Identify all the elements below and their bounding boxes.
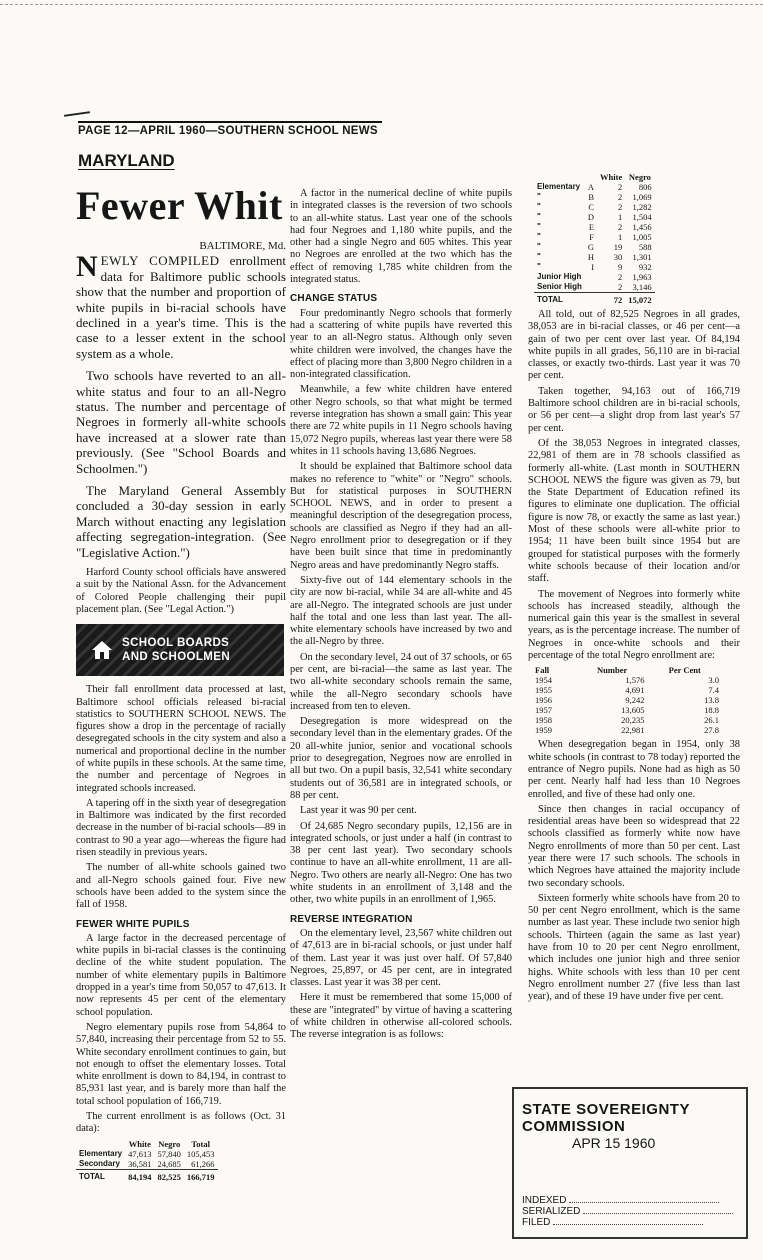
table-cell: 36,581 [128, 1158, 152, 1169]
table-cell: D [587, 212, 595, 222]
table-cell: 9 [617, 262, 623, 272]
table-cell: E [588, 222, 595, 232]
table-cell: 13,605 [621, 705, 645, 716]
table-cell: 166,719 [184, 1169, 218, 1182]
column-1 [76, 240, 286, 1186]
table-cell: H [587, 252, 595, 262]
table-cell: 26.1 [704, 715, 719, 726]
table-row [534, 252, 655, 262]
table-cell: 932 [638, 262, 652, 272]
stamp-field [522, 1206, 733, 1217]
paragraph: Their fall enrollment data processed at last, Baltimore school officials released bi-racial statistics to SOUTHERN SCHOOL NEWS. The figures show a drop in the percentage of racially desegregated schools in the city system and also a numerical and proportional decline in the number of white pupils in these schools. At the same time, the number and percentage of Negroes in integrated schools increased. [76, 684, 286, 794]
lead-text: enrollment data for Baltimore public schools show that the number and proportion of white pupils in bi-racial schools have declined in a year's time. This is the case to a lesser extent in the school system as a whole. [76, 253, 286, 361]
table-cell: 1,282 [632, 202, 652, 212]
table-cell: 2 [617, 202, 623, 212]
table-cell: 57,840 [157, 1148, 181, 1159]
paragraph: Since then changes in racial occupancy of residential areas have been so widespread that 22 schools classified as formerly white now have Negro enrollments of more than 50 per cent. Last year there were 17 such schools. The schools in which Negroes have attained the majority include two secondary schools. [528, 803, 740, 889]
table-cell: 19 [613, 242, 623, 252]
table-cell: 22,981 [621, 725, 645, 736]
dropcap: N [76, 250, 98, 284]
paragraph: On the elementary level, 23,567 white children out of 47,613 are in bi-racial schools, or just under half of them. Last year it was just over half. Of 57,840 Negroes, 25,897, or 45 per cent, are in integrated classes. Last year it was 38 per cent. [290, 927, 512, 989]
lead-block [76, 250, 286, 560]
table-cell: 47,613 [128, 1148, 152, 1159]
table-cell: G [587, 242, 595, 252]
dotted-line [553, 1224, 703, 1225]
table-row [534, 232, 655, 242]
table-cell: TOTAL [534, 293, 585, 306]
table-cell: 1,576 [625, 675, 645, 686]
paragraph: It should be explained that Baltimore school data makes no reference to "white" or "Negro" schools. But for statistical purposes in SOUTHERN SCHOOL NEWS, and in order to present a meaningful description of the desegregation process, schools are classified as Negro if they had an all-Negro enrollment prior to desegregation or if they have been built since that time in predominantly Negro areas and have predominantly Negro staffs. [290, 461, 512, 571]
table-header: Negro [628, 172, 651, 182]
table-row [532, 715, 722, 725]
table-cell: F [589, 232, 595, 242]
table-total-row [76, 1169, 218, 1182]
table-header: White [128, 1138, 151, 1149]
paragraph: Meanwhile, a few white children have entered other Negro schools, so that what might be termed reverse integration has shown a small gain: This year there are 72 white pupils in 11 Negro schools having 15,072 Negro pupils, whereas last year there were 58 whites in 11 schools having 13,686 Negroes. [290, 384, 512, 457]
table-row [534, 222, 655, 232]
table-cell: 18.8 [704, 705, 719, 716]
table-cell: 2 [617, 282, 623, 292]
table-cell: " [537, 232, 541, 241]
dotted-line [583, 1213, 733, 1214]
table-cell: 1,069 [632, 192, 652, 202]
stamp-title: STATE SOVEREIGNTY COMMISSION [522, 1101, 690, 1135]
enrollment-table [76, 1139, 218, 1182]
dotted-line [569, 1202, 719, 1203]
paragraph: On the secondary level, 24 out of 37 schools, or 65 per cent, are bi-racial—the same as last year. The two all-white secondary schools remain the same, while the all-Negro secondary schools have increased from ten to eleven. [290, 651, 512, 712]
table-row [532, 675, 722, 685]
paragraph: Negro elementary pupils rose from 54,864 to 57,840, increasing their percentage from 52 to 55. White secondary enrollment continues to gain, but not enough to offset the elementary losses. Total white enrollment is down to 84,194, in contrast to 85,931 last year, and is barely more than half the total school population of 166,719. [76, 1021, 286, 1107]
paragraph: Taken together, 94,163 out of 166,719 Baltimore school children are in bi-racial schools, or 56 per cent—a slight drop from last year's 57 per cent. [528, 385, 740, 434]
table-cell: " [537, 252, 541, 261]
banner-line-2: AND SCHOOLMEN [122, 651, 231, 664]
table-row [532, 725, 722, 735]
table-cell: 2 [617, 272, 623, 282]
table-header: Per Cent [668, 665, 701, 676]
table-row [534, 192, 655, 202]
table-row [532, 705, 722, 715]
table-header: White [600, 172, 623, 182]
stamp-field [522, 1217, 733, 1228]
paragraph: Two schools have reverted to an all-white status and four to an all-Negro status. The number and percentage of Negroes in formerly all-white schools have increased at a slower rate than previously. (See "School Boards and Schoolmen.") [76, 368, 286, 476]
table-header: Total [191, 1138, 210, 1149]
table-cell: 1 [617, 212, 623, 222]
paragraph: Sixteen formerly white schools have from 20 to 50 per cent Negro enrollment, which is the same number as last year. These include two senior high schools. Thirteen (again the same as last year) have from 10 to 20 per cent Negro enrollment, which includes one junior high and three senior highs. White schools with less than 10 per cent Negro enrollment number 27 (five less than last year), and of these 19 have under five per cent. [528, 892, 740, 1003]
table-cell: 9,242 [625, 695, 645, 706]
page-header: PAGE 12—APRIL 1960—SOUTHERN SCHOOL NEWS [78, 125, 378, 137]
table-cell: 1954 [535, 675, 552, 686]
table-cell: 20,235 [621, 715, 645, 726]
table-cell: B [588, 192, 595, 202]
paragraph: Four predominantly Negro schools that formerly had a scattering of white pupils have reverted this year to an all-Negro status. Although only seven white children were involved, the changes have the effect of placing more than 3,800 Negro children in a non-integrated classification. [290, 307, 512, 381]
table-cell: 1,301 [632, 252, 652, 262]
table-cell: 4,691 [625, 685, 645, 696]
table-cell: 72 [597, 293, 625, 306]
table-cell: Senior High [537, 282, 582, 291]
state-heading: MARYLAND [78, 151, 175, 170]
paragraph: A large factor in the decreased percentage of white pupils in bi-racial classes is the continuing decline of the white student population. The number of white elementary pupils in Baltimore dropped in a year's time from 50,057 to 47,613. It now represents 45 per cent of the elementary school population. [76, 932, 286, 1018]
table-cell: 2 [617, 182, 623, 192]
table-cell: 1,456 [632, 222, 652, 232]
table-row [534, 272, 655, 282]
table-cell: 15,072 [625, 293, 654, 306]
table-cell: A [587, 182, 595, 192]
table-row [532, 695, 722, 705]
table-cell: 30 [613, 252, 623, 262]
paragraph: Harford County school officials have answered a suit by the National Assn. for the Advancement of Colored People challenging their pupil placement plan. (See "Legal Action.") [76, 567, 286, 615]
paragraph: When desegregation began in 1954, only 38 white schools (in contrast to 78 today) reported the entrance of Negro pupils. None had as high as 50 per cent. Nearly half had less than 10 Negroes enrolled, and five of these had only one. [528, 739, 740, 800]
received-stamp [512, 1087, 748, 1239]
paragraph: Of 24,685 Negro secondary pupils, 12,156 are in integrated schools, or just under a half (in contrast to 38 per cent last year). Two secondary schools continue to have an all-white enrollment, 11 are all-Negro. Two others are nearly all-Negro: One has two white students in an enrollment of 3,148 and the other, two white pupils in an enrollment of 1,965. [290, 820, 512, 906]
column-2 [290, 188, 512, 1045]
table-cell: 3,146 [632, 282, 652, 292]
table-cell: " [537, 222, 541, 231]
table-cell: 1,963 [632, 272, 652, 282]
table-cell: 1956 [535, 695, 552, 706]
subhead-reverse-integration: REVERSE INTEGRATION [290, 913, 413, 925]
paragraph: Of the 38,053 Negroes in integrated classes, 22,981 of them are in 78 schools classified as formerly all-white. (Last month in SOUTHERN SCHOOL NEWS the figure was given as 79, but the State Department of Education refined its figures to eliminate one duplication. The official figure is now 78, or exactly the same as last year.) Most of these schools were all-white prior to 1954; 11 have been built since 1954 but are grouped for statistical purposes with the formerly white schools because of their location and/or staff. [528, 437, 740, 585]
paragraph: Here it must be remembered that some 15,000 of these are "integrated" by virtue of having a scattering of white children in otherwise all-colored schools. The reverse integration is as follows: [290, 992, 512, 1041]
paragraph: A tapering off in the sixth year of desegregation in Baltimore was indicated by the first recorded decrease in the number of bi-racial schools—89 in contrast to 90 a year ago—whereas the figure had risen steadily in previous years. [76, 797, 286, 859]
paragraph: Desegregation is more widespread on the secondary level than in the elementary grades. Of the 20 all-white junior, senior and vocational schools prior to desegregation, Negroes now are enrolled in all but two. On a pupil basis, 32,541 white secondary students out of 36,581 are in integrated schools, or 88 per cent. [290, 716, 512, 801]
table-cell: 1957 [535, 705, 552, 716]
table-cell: Secondary [79, 1158, 120, 1168]
table-cell: Junior High [537, 272, 582, 281]
page-border [0, 4, 763, 5]
table-cell: " [537, 212, 541, 221]
subhead-fewer-white-pupils: FEWER WHITE PUPILS [76, 918, 190, 930]
stamp-field-label: FILED [522, 1217, 551, 1228]
paragraph: All told, out of 82,525 Negroes in all grades, 38,053 are in bi-racial classes, or 46 per cent—a gain of two per cent over last year. Of 84,194 white pupils in all grades, 56,110 are in bi-racial classes, or exactly two-thirds. Last year it was 70 per cent. [528, 309, 740, 382]
reverse-integration-table [534, 172, 655, 305]
paragraph: The movement of Negroes into formerly white schools has increased steadily, although the numerical gain this year is the smallest in several years, as is the percentage increase. The number of Negroes in once-white schools and their percentage of the total Negro enrollment are: [528, 588, 740, 662]
paragraph: The number of all-white schools gained two and all-Negro schools gained four. Five new schools have been added to the system since the fall of 1958. [76, 862, 286, 911]
table-cell: Elementary [537, 182, 581, 191]
stamp-fields [522, 1195, 733, 1228]
paragraph: Last year it was 90 per cent. [300, 805, 417, 817]
table-cell: 1958 [535, 715, 552, 726]
table-cell: 1955 [535, 685, 552, 696]
table-cell: 806 [638, 182, 652, 192]
table-cell: " [537, 262, 541, 271]
table-cell: 588 [638, 242, 652, 252]
paragraph: A factor in the numerical decline of white pupils in integrated classes is the reversion of two schools to an all-white status. Last year one of the schools had four Negroes and 1,180 white pupils, and the other had a single Negro and 605 whites. This year no Negroes are enrolled at the two which has the effect of removing 1,785 white children from the integrated status. [290, 188, 512, 286]
table-cell: 2 [617, 192, 623, 202]
section-banner [76, 624, 284, 676]
table-cell: " [537, 202, 541, 211]
table-header-row [76, 1139, 218, 1149]
table-cell [585, 272, 597, 282]
stamp-date: APR 15 1960 [572, 1135, 656, 1151]
table-cell: 82,525 [155, 1169, 184, 1182]
table-row [532, 685, 722, 695]
stamp-field [522, 1195, 733, 1206]
table-row [534, 202, 655, 212]
headline: Fewer Whit [76, 183, 283, 228]
lead-paragraph [76, 250, 286, 361]
table-cell [585, 282, 597, 293]
table-header: Fall [535, 665, 550, 676]
table-row [534, 242, 655, 252]
schoolhouse-icon [90, 638, 114, 662]
table-cell: TOTAL [76, 1169, 125, 1182]
paragraph: The Maryland General Assembly concluded a 30-day session in early March without enacting any legislation affecting segregation-integration. (See "Legislative Action.") [76, 482, 286, 560]
banner-text [122, 636, 230, 664]
table-header: Number [597, 665, 628, 676]
table-header-row [532, 665, 722, 675]
table-cell: Elementary [79, 1148, 123, 1158]
stamp-field-label: INDEXED [522, 1195, 567, 1206]
table-header [585, 172, 597, 182]
table-cell: 13.8 [704, 695, 719, 706]
table-row [76, 1149, 218, 1159]
table-cell: C [588, 202, 595, 212]
table-cell: " [537, 242, 541, 251]
column-3 [528, 170, 740, 1007]
header-rule [78, 121, 382, 123]
table-cell: 24,685 [157, 1158, 181, 1169]
table-cell: 61,266 [191, 1158, 215, 1169]
banner-line-1: SCHOOL BOARDS [122, 637, 230, 650]
subhead-change-status: CHANGE STATUS [290, 293, 378, 305]
table-cell: 1959 [535, 725, 552, 736]
table-cell: 84,194 [125, 1169, 154, 1182]
table-cell [585, 293, 597, 306]
paragraph: Sixty-five out of 144 elementary schools in the city are now bi-racial, while 34 are all-white and 45 are all-Negro. The integrated schools are just under half the total and one less than last year. The all-white elementary schools have increased by two and the all-Negro by three. [290, 574, 512, 648]
table-cell: " [537, 192, 541, 201]
table-total-row [534, 293, 655, 306]
fall-enrollment-table [532, 665, 722, 735]
table-row [534, 262, 655, 272]
table-cell: I [591, 262, 595, 272]
table-header-row [534, 172, 655, 182]
table-cell: 7.4 [708, 685, 719, 696]
dateline: BALTIMORE, Md. [199, 240, 286, 252]
table-cell: 1 [617, 232, 623, 242]
lead-smallcaps: EWLY COMPILED [100, 253, 220, 269]
table-cell: 1,504 [632, 212, 652, 222]
stamp-field-label: SERIALIZED [522, 1206, 581, 1217]
clipping-mark [64, 111, 90, 117]
table-header: Negro [158, 1138, 181, 1149]
table-row [534, 212, 655, 222]
table-row [534, 282, 655, 293]
table-cell: 105,453 [186, 1148, 215, 1159]
table-row [76, 1159, 218, 1170]
table-header [534, 172, 585, 182]
table-cell: 3.0 [708, 675, 719, 686]
table-row [534, 182, 655, 192]
paragraph: The current enrollment is as follows (Oct. 31 data): [76, 1111, 286, 1135]
table-cell: 2 [617, 222, 623, 232]
table-cell: 27.8 [704, 725, 719, 736]
table-header [76, 1139, 125, 1149]
table-cell: 1,005 [632, 232, 652, 242]
